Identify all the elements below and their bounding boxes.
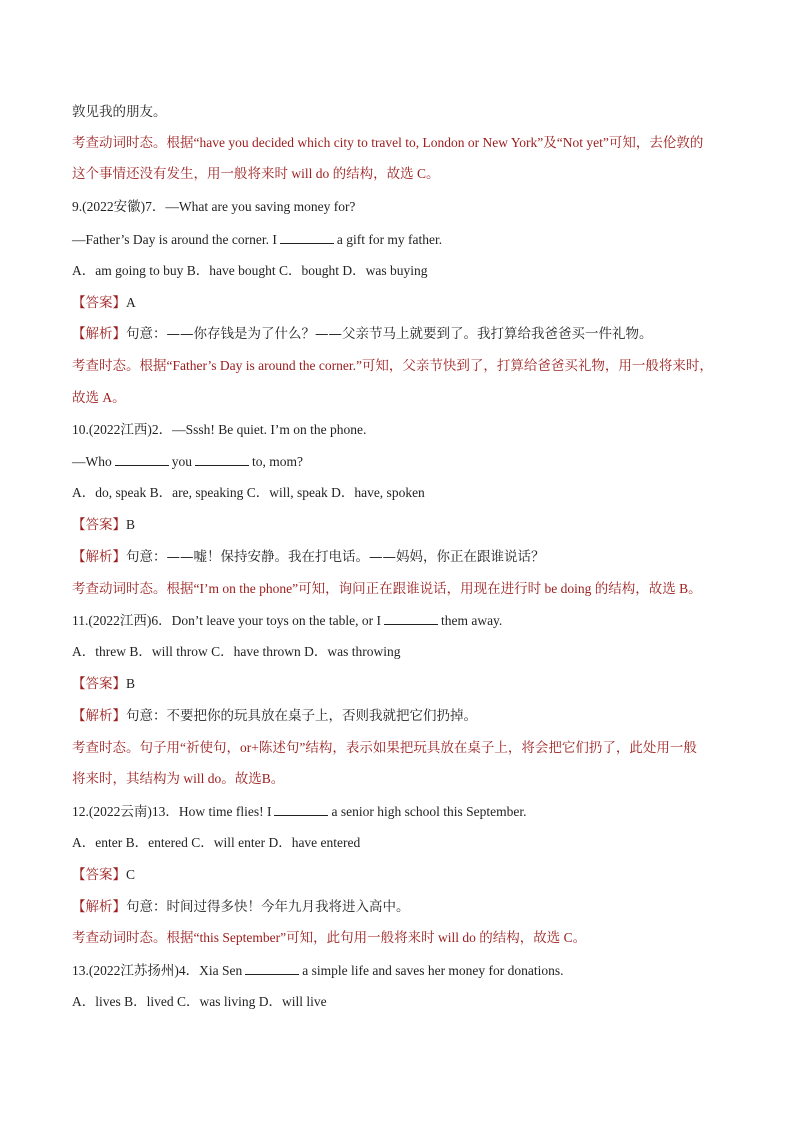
question-text: a simple life and saves her money for donations. — [302, 963, 564, 978]
explanation-text: 句意：——嘘！保持安静。我在打电话。——妈妈，你正在跟谁说话？ — [126, 549, 545, 565]
answer-value: C — [126, 867, 136, 882]
question-text: to, mom? — [252, 454, 303, 469]
analysis-line: 考查时态。句子用“祈使句，or+陈述句”结构，表示如果把玩具放在桌子上，将会把它们扔了，此处用一般 — [72, 740, 697, 755]
analysis-line: 故选 A。 — [72, 390, 126, 405]
question-line — [72, 802, 526, 821]
text-line: 敦见我的朋友。 — [72, 104, 167, 119]
answer-label: 【答案】 — [72, 676, 126, 692]
answer-line — [72, 516, 135, 534]
question-text: a gift for my father. — [336, 232, 443, 247]
answer-line — [72, 675, 135, 693]
explanation-label: 【解析】 — [72, 899, 126, 915]
options-line: A．lives B．lived C．was living D．will live — [72, 994, 327, 1009]
answer-blank — [384, 611, 438, 625]
explanation-text: 句意：时间过得多快！今年九月我将进入高中。 — [126, 899, 410, 915]
question-line: 10.(2022江西)2．—Sssh! Be quiet. I’m on the phone. — [72, 422, 367, 437]
analysis-line: 考查时态。根据“Father’s Day is around the corner.”可知，父亲节快到了，打算给爸爸买礼物，用一般将来时， — [72, 358, 713, 373]
question-line — [72, 452, 303, 471]
answer-value: A — [126, 295, 136, 310]
explanation-line — [72, 707, 477, 725]
options-line: A．enter B．entered C．will enter D．have entered — [72, 835, 361, 850]
analysis-line: 考查动词时态。根据“have you decided which city to travel to, London or New York”及“Not yet”可知，去伦敦的 — [72, 135, 704, 150]
answer-blank — [195, 452, 249, 466]
options-line: A．am going to buy B．have bought C．bought D．was buying — [72, 263, 428, 278]
analysis-line: 将来时，其结构为 will do。故选B。 — [72, 771, 285, 786]
answer-label: 【答案】 — [72, 295, 126, 311]
explanation-line — [72, 548, 545, 566]
answer-line — [72, 866, 135, 884]
answer-line — [72, 294, 136, 312]
question-line — [72, 230, 442, 249]
question-text: 11.(2022江西)6．Don’t leave your toys on the table, or I — [72, 613, 381, 628]
question-line — [72, 961, 564, 980]
explanation-label: 【解析】 — [72, 326, 126, 342]
question-text: —Father’s Day is around the corner. I — [72, 232, 277, 247]
analysis-line: 考查动词时态。根据“this September”可知，此句用一般将来时 will do 的结构，故选 C。 — [72, 930, 587, 945]
analysis-line: 考查动词时态。根据“I’m on the phone”可知，询问正在跟谁说话，用现在进行时 be doing 的结构，故选 B。 — [72, 581, 702, 596]
explanation-label: 【解析】 — [72, 708, 126, 724]
question-text: them away. — [440, 613, 503, 628]
explanation-line — [72, 898, 410, 916]
explanation-text: 句意：——你存钱是为了什么？——父亲节马上就要到了。我打算给我爸爸买一件礼物。 — [126, 326, 653, 342]
answer-label: 【答案】 — [72, 517, 126, 533]
answer-blank — [274, 802, 328, 816]
question-text: a senior high school this September. — [331, 804, 527, 819]
explanation-text: 句意：不要把你的玩具放在桌子上，否则我就把它们扔掉。 — [126, 708, 477, 724]
answer-value: B — [126, 517, 136, 532]
explanation-label: 【解析】 — [72, 549, 126, 565]
answer-blank — [115, 452, 169, 466]
question-line — [72, 611, 502, 630]
question-text: —Who — [72, 454, 112, 469]
question-text: 12.(2022云南)13．How time flies! I — [72, 804, 272, 819]
answer-value: B — [126, 676, 136, 691]
options-line: A．do, speak B．are, speaking C．will, speak D．have, spoken — [72, 485, 425, 500]
answer-blank — [280, 230, 334, 244]
question-line: 9.(2022安徽)7．—What are you saving money for? — [72, 199, 356, 214]
question-text: you — [171, 454, 192, 469]
answer-label: 【答案】 — [72, 867, 126, 883]
question-text: 13.(2022江苏扬州)4．Xia Sen — [72, 963, 243, 978]
options-line: A．threw B．will throw C．have thrown D．was throwing — [72, 644, 401, 659]
analysis-line: 这个事情还没有发生，用一般将来时 will do 的结构，故选 C。 — [72, 166, 440, 181]
answer-blank — [245, 961, 299, 975]
explanation-line — [72, 325, 653, 343]
